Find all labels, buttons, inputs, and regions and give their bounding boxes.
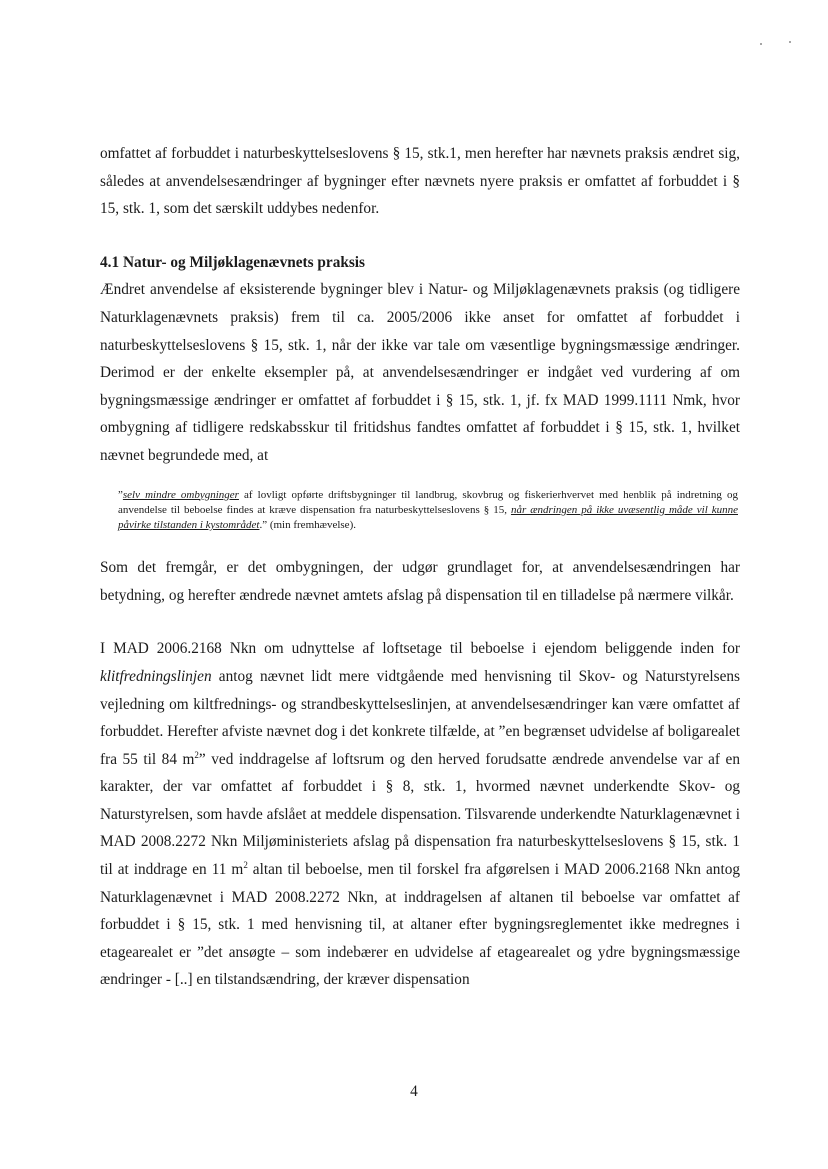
paragraph-conclusion: Som det fremgår, er det ombygningen, der udgør grundlaget for, at anvendelsesændringen har betydning, og herefter ændrede nævnet amtets afslag på dispensation til en tilladelse på nærmere vilkår. [100,559,740,604]
page-number: 4 [410,1083,418,1100]
paragraph-intro: omfattet af forbuddet i naturbeskyttelseslovens § 15, stk.1, men herefter har nævnets praksis ændret sig, således at anvendelsesændringer af bygninger efter nævnets nyere praksis er omfattet af forbuddet i § 15, stk. 1, som det særskilt uddybes nedenfor. [100,145,740,218]
paragraph-practice: Ændret anvendelse af eksisterende bygninger blev i Natur- og Miljøklagenævnets praksis (og tidligere Naturklagenævnets praksis) frem til ca. 2005/2006 ikke anset for omfattet af forbuddet i naturbeskyttelseslovens § 15, stk. 1, når der ikke var tale om væsentlige bygningsmæssige ændringer. Derimod er der enkelte eksempler på, at anvendelsesændringer er indgået ved vurdering af om bygningsmæssige ændringer er omfattet af forbuddet i § 15, stk. 1, jf. fx MAD 1999.1111 Nmk, hvor ombygning af tidligere redskabsskur til fritidshus fandtes omfattet af forbuddet i § 15, stk. 1, hvilket nævnet begrundede med, at [100,281,740,464]
superscript-2: 2 [194,749,199,760]
section-heading: 4.1 Natur- og Miljøklagenævnets praksis [100,253,366,271]
mad-text-a: I MAD 2006.2168 Nkn om udnyttelse af loftsetage til beboelse i ejendom beliggende inden for [100,640,740,658]
mad-text-c: ” ved inddragelse af loftsrum og den herved forudsatte ændrede anvendelse var af en karakter, der var omfattet af forbuddet i § 8, stk. 1, hvormed nævnet underkendte Skov- og Naturstyrelsen, som havde afslået at meddele dispensation. Tilsvarende underkendte Naturklagenævnet i MAD 2008.2272 Nkn Miljøministeriets afslag på dispensation fra naturbeskyttelseslovens § 15, stk. 1 til at inddrage en 11 m [100,750,740,879]
quote-emphasis-2: når ændringen på ikke uvæsentlig måde vil kunne påvirke tilstanden i kystområdet [118,503,738,531]
block-quote [118,488,738,534]
mad-text-b: antog nævnet lidt mere vidtgående med henvisning til Skov- og Naturstyrelsens vejledning om kiltfrednings- og strandbeskyttelseslinjen, at anvendelsesændringer kan være omfattet af forbuddet. Herefter afviste nævnet dog i det konkrete tilfælde, at ”en begrænset udvidelse af boligarealet fra 55 til 84 m [100,667,740,768]
quote-emphasis-1: selv mindre ombygninger [122,488,239,501]
quote-open-mark: ” [118,488,123,501]
mad-italic-term: klitfredningslinjen [100,667,212,685]
quote-text-1: af lovligt opførte driftsbygninger til landbrug, skovbrug og fiskerierhvervet med henblik på indretning og anvendelse til beboelse findes at kræve dispensation fra naturbeskyttelseslovens § 15, [118,488,738,516]
mad-text-d: altan til beboelse, men til forskel fra afgørelsen i MAD 2006.2168 Nkn antog Naturklagenævnet i MAD 2008.2272 Nkn, at inddragelsen af altanen til beboelse var omfattet af forbuddet i § 15, stk. 1 med henvisning til, at altaner efter bygningsreglementet ikke medregnes i etagearealet er ”det ansøgte – som indebærer en udvidelse af etagearealet og ydre bygningsmæssige ændringer - [..] en tilstandsændring, der kræver dispensation [100,861,740,989]
scan-speck [789,41,791,43]
document-body [100,140,740,994]
quote-text-2: .” (min fremhævelse). [259,518,356,531]
superscript-2: 2 [243,859,248,870]
scan-speck [760,43,762,45]
paragraph-mad-2006 [100,635,740,994]
